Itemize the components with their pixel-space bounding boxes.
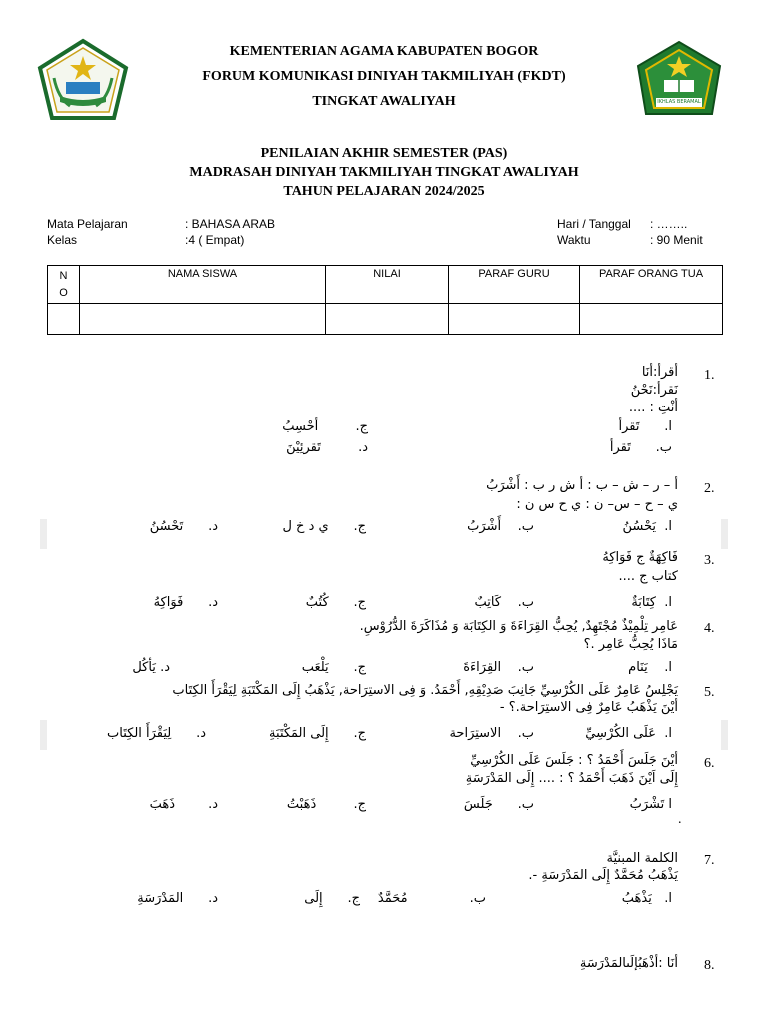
- question-line: فَاكِهَةٌ ج فَوَاكِهُ: [602, 550, 678, 565]
- option-letter: ب.: [517, 519, 534, 534]
- option-text: ي د خ ل: [282, 519, 329, 534]
- option-d[interactable]: [137, 891, 218, 906]
- option-letter: ا: [668, 797, 672, 812]
- option-b[interactable]: [467, 519, 534, 534]
- option-letter: ب.: [517, 726, 534, 741]
- option-text: يَحْسُنُ: [622, 519, 656, 534]
- day-value: : ……..: [650, 217, 688, 231]
- option-a[interactable]: [585, 726, 672, 741]
- highlight-mark: [40, 720, 47, 750]
- option-letter: ج.: [353, 797, 366, 812]
- option-letter: ا.: [664, 595, 672, 610]
- col-no: [48, 266, 80, 304]
- option-a[interactable]: [618, 419, 672, 434]
- cell-no[interactable]: [48, 304, 80, 335]
- option-b[interactable]: [610, 440, 672, 455]
- question-line: مَاذَا يُحِبُّ عَامِر .؟: [583, 637, 678, 652]
- option-c[interactable]: [282, 519, 366, 534]
- option-letter: ا.: [664, 726, 672, 741]
- option-letter: د.: [358, 440, 368, 455]
- cell-score[interactable]: [326, 304, 449, 335]
- option-text: مُحَمَّدٌ: [377, 891, 408, 906]
- option-text: لِيَقْرَأَ الكِتَاب: [107, 726, 172, 741]
- exam-year: TAHUN PELAJARAN 2024/2025: [283, 184, 485, 199]
- question-line: إِلَى اَيْنَ ذَهَبَ أَحْمَدُ ؟ : .... إِلَى المَدْرَسَةِ: [465, 771, 678, 786]
- option-text: تَقرأ: [609, 440, 631, 455]
- col-student-name: NAMA SISWA: [80, 266, 326, 304]
- option-letter: د.: [208, 595, 218, 610]
- option-text: أحْسِبُ: [282, 419, 319, 434]
- question-line: عَامِر تِلْمِيْذٌ مُجْتَهِدٌ, يُحِبُّ القِرَاءَةَ وَ الكِتَابَة وَ مُذَاكَرَةَ الدُّرُوْسِ.: [359, 619, 678, 634]
- option-letter: ا.: [664, 891, 672, 906]
- day-label: Hari / Tanggal: [557, 217, 631, 231]
- cell-parent-sign[interactable]: [580, 304, 723, 335]
- logo-motto: IKHLAS BERAMAL: [657, 99, 701, 105]
- option-letter: ج.: [355, 419, 368, 434]
- option-letter: ب.: [517, 660, 534, 675]
- time-label: Waktu: [557, 233, 591, 247]
- question-line: كتاب ج ....: [618, 569, 678, 584]
- option-a[interactable]: [622, 891, 672, 906]
- subject-value: : BAHASA ARAB: [185, 217, 276, 231]
- col-no-line2: O: [59, 287, 68, 299]
- option-letter: ج.: [347, 891, 360, 906]
- option-c[interactable]: [287, 797, 366, 812]
- option-d[interactable]: [154, 595, 218, 610]
- question-line: ي – ح – س– ن : ي ح س ن :: [516, 497, 678, 512]
- option-letter: ب.: [517, 595, 534, 610]
- highlight-mark: [721, 519, 728, 549]
- option-letter: د.: [208, 797, 218, 812]
- option-b[interactable]: [464, 797, 534, 812]
- option-c[interactable]: [282, 419, 368, 434]
- option-text: إِلَى: [304, 891, 323, 906]
- option-letter: د.: [208, 519, 218, 534]
- option-b[interactable]: [449, 726, 534, 741]
- option-d[interactable]: [150, 797, 218, 812]
- option-b[interactable]: [378, 891, 486, 906]
- option-text: يَلْعَب: [301, 660, 329, 675]
- header-ministry: KEMENTERIAN AGAMA KABUPATEN BOGOR: [229, 44, 539, 59]
- option-text: كَاتِبٌ: [474, 595, 502, 610]
- trailing-dot: .: [678, 812, 682, 827]
- col-parent-sign: PARAF ORANG TUA: [580, 266, 723, 304]
- question-number: 8.: [704, 958, 715, 973]
- option-a[interactable]: [630, 797, 672, 812]
- time-value: : 90 Menit: [650, 233, 703, 247]
- highlight-mark: [721, 720, 728, 750]
- option-letter: ا.: [664, 419, 672, 434]
- option-letter: ب.: [655, 440, 672, 455]
- question-line: يَذْهَبُ مُحَمَّدٌ إِلَى المَدْرَسَةِ -.: [528, 868, 678, 883]
- option-text: أَشْرَبُ: [467, 519, 502, 534]
- question-number: 4.: [704, 621, 715, 636]
- option-text: كِتَابَةٌ: [631, 595, 656, 610]
- question-number: 5.: [704, 685, 715, 700]
- class-value: :4 ( Empat): [185, 233, 245, 247]
- option-letter: ا.: [664, 660, 672, 675]
- option-text: تَحْسُنُ: [149, 519, 184, 534]
- score-table: [47, 265, 723, 335]
- question-line: أ – ر – ش – ب : أ ش ر ب : أَشْرَبُ: [486, 478, 678, 493]
- option-letter: ب.: [517, 797, 534, 812]
- question-line: أيْنَ جَلَسَ أَحْمَدُ ؟ : جَلَسَ عَلَى الكُرْسِيِّ: [470, 753, 678, 768]
- option-text: تَقرأ: [618, 419, 640, 434]
- option-text: تَشْرَبُ: [629, 797, 665, 812]
- option-d[interactable]: [150, 519, 218, 534]
- highlight-mark: [40, 519, 47, 549]
- subject-label: Mata Pelajaran: [47, 217, 128, 231]
- option-text: ذَهَبَ: [149, 797, 176, 812]
- option-a[interactable]: [628, 660, 672, 675]
- question-line: أنْتِ : ....: [628, 400, 678, 415]
- option-letter: د.: [160, 660, 170, 675]
- question-number: 3.: [704, 553, 715, 568]
- option-text: الاستِرَاحة: [449, 726, 502, 741]
- header-forum: FORUM KOMUNIKASI DINIYAH TAKMILIYAH (FKDT): [202, 69, 566, 84]
- option-text: عَلَى الكُرْسِيِّ: [585, 726, 656, 741]
- option-text: القِرَاءَةَ: [463, 660, 502, 675]
- score-table-row: [48, 304, 723, 335]
- option-letter: ا.: [664, 519, 672, 534]
- option-letter: ب.: [469, 891, 486, 906]
- option-text: ذَهَبْتُ: [286, 797, 317, 812]
- question-line: نَقرأ:نَحْنُ: [630, 383, 678, 398]
- option-letter: ج.: [353, 660, 366, 675]
- option-text: يَذْهَبُ: [621, 891, 652, 906]
- question-number: 6.: [704, 756, 715, 771]
- question-line: أيْنَ يَذْهَبُ عَامِرٌ فِى الاستِرَاحة.؟ -: [499, 700, 678, 715]
- question-line: أقرأ:أنَا: [641, 365, 678, 380]
- option-c[interactable]: [304, 891, 360, 906]
- option-letter: د.: [196, 726, 206, 741]
- option-text: كُتُبٌ: [305, 595, 329, 610]
- header-level: TINGKAT AWALIYAH: [312, 94, 456, 109]
- question-number: 7.: [704, 853, 715, 868]
- col-score: NILAI: [326, 266, 449, 304]
- cell-teacher-sign[interactable]: [449, 304, 580, 335]
- option-text: تَقرئِيْنَ: [286, 440, 321, 455]
- question-number: 2.: [704, 481, 715, 496]
- class-label: Kelas: [47, 233, 78, 247]
- option-b[interactable]: [475, 595, 534, 610]
- score-table-header: [48, 266, 723, 304]
- option-letter: ج.: [353, 595, 366, 610]
- option-d[interactable]: [286, 440, 368, 455]
- option-a[interactable]: [631, 595, 672, 610]
- option-letter: د.: [208, 891, 218, 906]
- option-letter: ج.: [353, 726, 366, 741]
- question-line: أنَا :أذْهَبُإلَىالمَدْرَسَةِ: [579, 956, 678, 971]
- option-text: جَلَسَ: [463, 797, 493, 812]
- option-c[interactable]: [306, 595, 366, 610]
- option-a[interactable]: [622, 519, 672, 534]
- option-text: فَوَاكِهُ: [153, 595, 184, 610]
- question-number: 1.: [704, 368, 715, 383]
- option-c[interactable]: [269, 726, 366, 741]
- option-text: يَأكُل: [132, 660, 156, 675]
- question-line: الكلمة المبنيَّة: [606, 851, 678, 866]
- question-line: يَجْلِسُ عَامِرٌ عَلَى الكُرْسِيِّ جَانِبَ صَدِيْقِهِ, أَحْمَدُ. وَ فِى الاستِرَاحة, يَذْهَبُ إِلَى المَكْتَبَةِ لِيَقْرَأَ الكِتَاب: [172, 683, 678, 698]
- exam-title: PENILAIAN AKHIR SEMESTER (PAS): [260, 146, 508, 161]
- option-text: المَدْرَسَةِ: [137, 891, 184, 906]
- cell-student-name[interactable]: [80, 304, 326, 335]
- option-d[interactable]: [107, 726, 206, 741]
- option-text: يَنَام: [628, 660, 648, 675]
- option-b[interactable]: [463, 660, 534, 675]
- option-c[interactable]: [302, 660, 366, 675]
- option-text: إِلَى المَكْتَبَةِ: [269, 726, 329, 741]
- col-teacher-sign: PARAF GURU: [449, 266, 580, 304]
- option-d[interactable]: [132, 660, 170, 675]
- option-letter: ج.: [353, 519, 366, 534]
- col-no-line1: N: [59, 270, 68, 282]
- exam-school: MADRASAH DINIYAH TAKMILIYAH TINGKAT AWALIYAH: [189, 165, 579, 180]
